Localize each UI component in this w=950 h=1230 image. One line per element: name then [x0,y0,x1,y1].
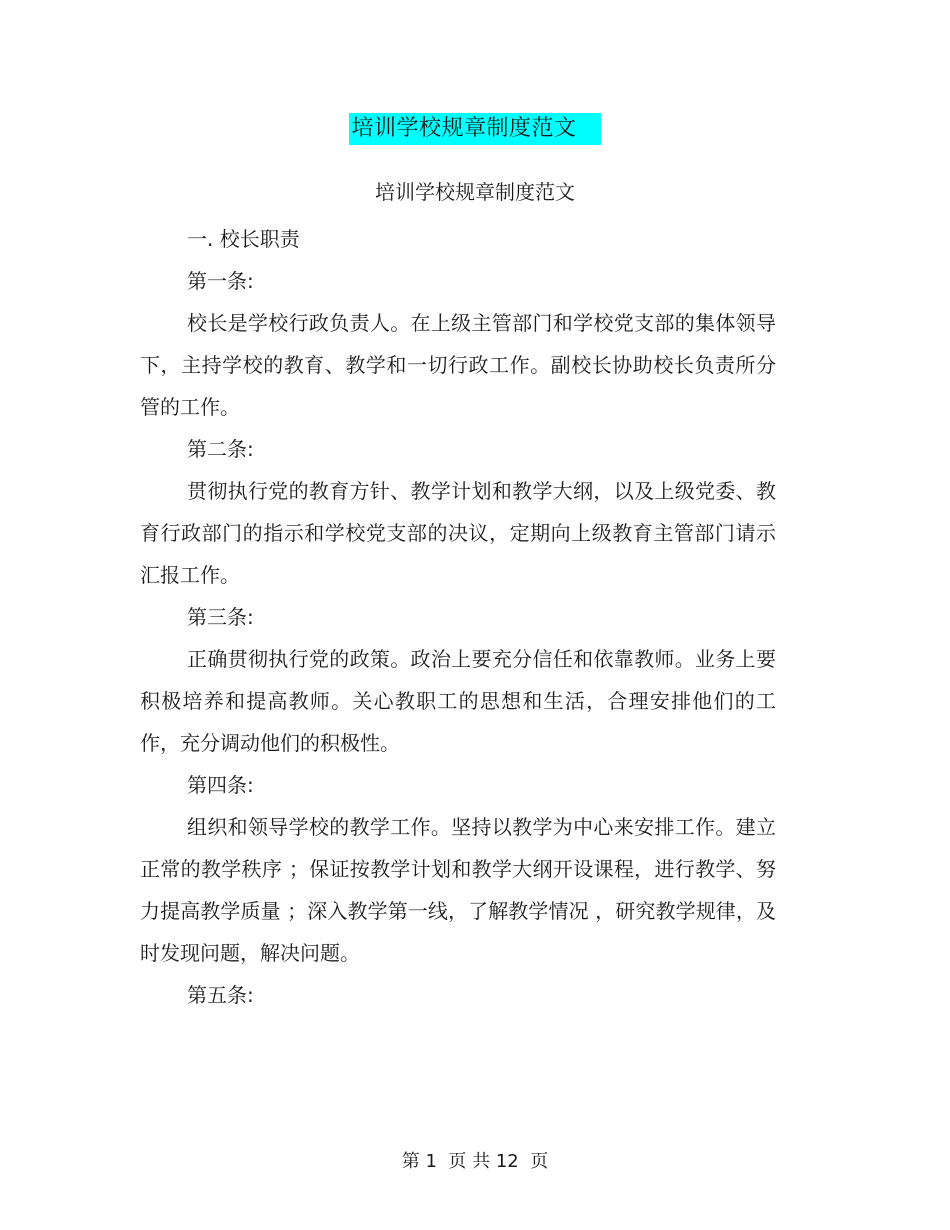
article-heading: 第二条: [187,437,254,461]
article-heading: 第五条: [187,983,254,1007]
section-heading: 一. 校长职责 [187,227,300,251]
article-paragraph: 校长是学校行政负责人。在上级主管部门和学校党支部的集体领导下，主持学校的教育、教学和一切行政工作。副校长协助校长负责所分管的工作。 [140,311,776,419]
article-paragraph: 正确贯彻执行党的政策。政治上要充分信任和依靠教师。业务上要积极培养和提高教师。关心教职工的思想和生活，合理安排他们的工作，充分调动他们的积极性。 [140,647,776,755]
document-subtitle: 培训学校规章制度范文 [375,180,575,204]
article-heading: 第四条: [187,773,254,797]
document-body [140,218,776,1016]
article-heading: 第一条: [187,269,254,293]
article-paragraph: 组织和领导学校的教学工作。坚持以教学为中心来安排工作。建立正常的教学秩序 ；保证按教学计划和教学大纲开设课程，进行教学、努力提高教学质量 ；深入教学第一线，了解教学情况 ，研究教学规律，及时发现问题，解决问题。 [140,815,776,965]
article-paragraph: 贯彻执行党的教育方针、教学计划和教学大纲，以及上级党委、教育行政部门的指示和学校党支部的决议，定期向上级教育主管部门请示汇报工作。 [140,479,776,587]
title-container [0,113,950,145]
page-footer: 第 1 页 共 12 页 [401,1151,549,1172]
document-title: 培训学校规章制度范文 [349,113,600,145]
article-heading: 第三条: [187,605,254,629]
